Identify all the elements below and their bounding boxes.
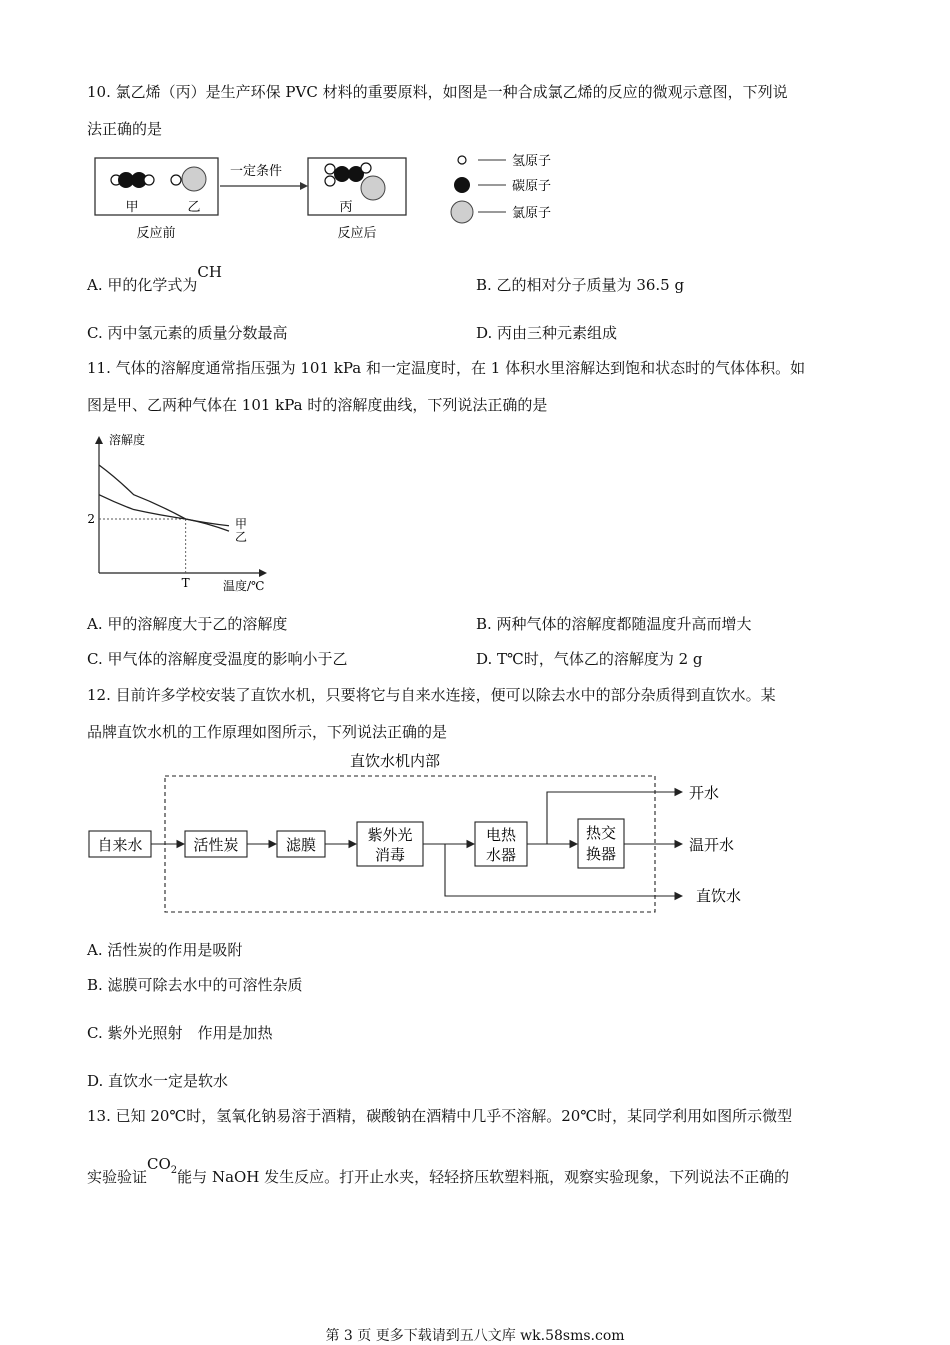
label-bing: 丙 [339, 200, 353, 215]
after-caption: 反应后 [337, 226, 377, 241]
label-jia: 甲 [125, 200, 139, 215]
legend-carbon: 碳原子 [512, 179, 552, 194]
y-axis-label: 溶解度 [109, 433, 146, 447]
output-warm: 温开水 [689, 836, 735, 854]
label-yi: 乙 [187, 200, 201, 215]
series-line-jia [99, 495, 229, 526]
legend-carbon-icon [454, 177, 470, 193]
hydrogen-atom [171, 175, 181, 185]
legend-hydrogen-icon [458, 156, 466, 164]
q12-flow-diagram [85, 748, 805, 918]
box-exchanger-label-2: 换器 [585, 845, 617, 863]
co2-formula: CO [147, 1155, 171, 1173]
q11-stem-line2: 图是甲、乙两种气体在 101 kPa 时的溶解度曲线，下列说法正确的是 [87, 396, 548, 414]
q13-formula [147, 1155, 178, 1176]
chlorine-atom [182, 167, 206, 191]
q12-option-d: D. 直饮水一定是软水 [87, 1072, 229, 1090]
q13-line2-prefix: 实验验证 [87, 1168, 148, 1186]
before-caption: 反应前 [136, 226, 176, 241]
q11-option-c: C. 甲气体的溶解度受温度的影响小于乙 [87, 650, 348, 668]
flow-title: 直饮水机内部 [349, 752, 441, 770]
q12-option-c: C. 紫外光照射 作用是加热 [87, 1024, 273, 1042]
q10-reaction-figure [90, 150, 570, 245]
arrow-label: 一定条件 [229, 164, 283, 179]
output-boiling: 开水 [689, 784, 720, 802]
q11-option-d: D. T℃时，气体乙的溶解度为 2 g [476, 650, 703, 668]
q12-stem-line2: 品牌直饮水机的工作原理如图所示，下列说法正确的是 [87, 723, 448, 741]
q10-option-d: D. 丙由三种元素组成 [476, 324, 618, 342]
hydrogen-atom [361, 163, 371, 173]
page-footer: 第 3 页 更多下载请到五八文库 wk.58sms.com [325, 1328, 625, 1344]
x-tick-label: T [181, 576, 190, 590]
hydrogen-atom [325, 164, 335, 174]
legend-chlorine-icon [451, 201, 473, 223]
q10-option-a-formula: CH [197, 263, 222, 281]
solubility-chart [85, 428, 285, 596]
q12-option-a: A. 活性炭的作用是吸附 [87, 941, 243, 959]
hydrogen-atom [144, 175, 154, 185]
co2-subscript: 2 [170, 1165, 178, 1176]
series-label-jia: 甲 [235, 516, 248, 531]
chlorine-atom [361, 176, 385, 200]
q10-stem-line1: 10. 氯乙烯（丙）是生产环保 PVC 材料的重要原料，如图是一种合成氯乙烯的反应的微观示意图，下列说 [87, 83, 788, 101]
carbon-atom [334, 166, 350, 182]
q10-stem-line2: 法正确的是 [87, 120, 163, 138]
hydrogen-atom [325, 176, 335, 186]
box-uv-label-2: 消毒 [374, 846, 406, 864]
box-uv-label-1: 紫外光 [367, 826, 413, 844]
box-membrane-label: 滤膜 [285, 836, 317, 854]
q13-stem-line1: 13. 已知 20℃时，氢氧化钠易溶于酒精，碳酸钠在酒精中几乎不溶解。20℃时，某同学利用如图所示微型 [87, 1107, 793, 1125]
q11-option-a: A. 甲的溶解度大于乙的溶解度 [87, 615, 288, 633]
x-axis-arrow [259, 569, 267, 577]
legend-chlorine: 氯原子 [512, 206, 552, 221]
q11-stem-line1: 11. 气体的溶解度通常指压强为 101 kPa 和一定温度时，在 1 体积水里溶解达到饱和状态时的气体体积。如 [87, 359, 806, 377]
q12-stem-line1: 12. 目前许多学校安装了直饮水机，只要将它与自来水连接，便可以除去水中的部分杂质得到直饮水。某 [87, 686, 776, 704]
q11-option-b: B. 两种气体的溶解度都随温度升高而增大 [476, 615, 752, 633]
arrow-head [300, 182, 308, 190]
x-axis-label: 温度/℃ [223, 579, 265, 593]
box-exchanger-label-1: 热交 [585, 824, 617, 842]
q12-option-b: B. 滤膜可除去水中的可溶性杂质 [87, 976, 303, 994]
q13-line2-suffix: 能与 NaOH 发生反应。打开止水夹，轻轻挤压软塑料瓶，观察实验现象，下列说法不正确的 [177, 1168, 790, 1186]
box-heater-label-1: 电热 [485, 826, 517, 844]
output-direct: 直饮水 [696, 887, 742, 905]
series-label-yi: 乙 [235, 530, 248, 545]
q10-option-a-text: A. 甲的化学式为 [87, 276, 198, 294]
legend-hydrogen: 氢原子 [512, 154, 552, 169]
box-carbon-label: 活性炭 [193, 836, 239, 854]
box-tap-water-label: 自来水 [97, 836, 143, 854]
y-axis-arrow [95, 436, 103, 444]
q10-option-b: B. 乙的相对分子质量为 36.5 g [476, 276, 685, 294]
box-heater-label-2: 水器 [485, 846, 517, 864]
q10-option-a [87, 263, 222, 295]
y-tick-label: 2 [87, 512, 95, 526]
series-line-yi [99, 465, 229, 531]
q10-option-c: C. 丙中氢元素的质量分数最高 [87, 324, 288, 342]
q13-stem-line2 [87, 1155, 790, 1194]
